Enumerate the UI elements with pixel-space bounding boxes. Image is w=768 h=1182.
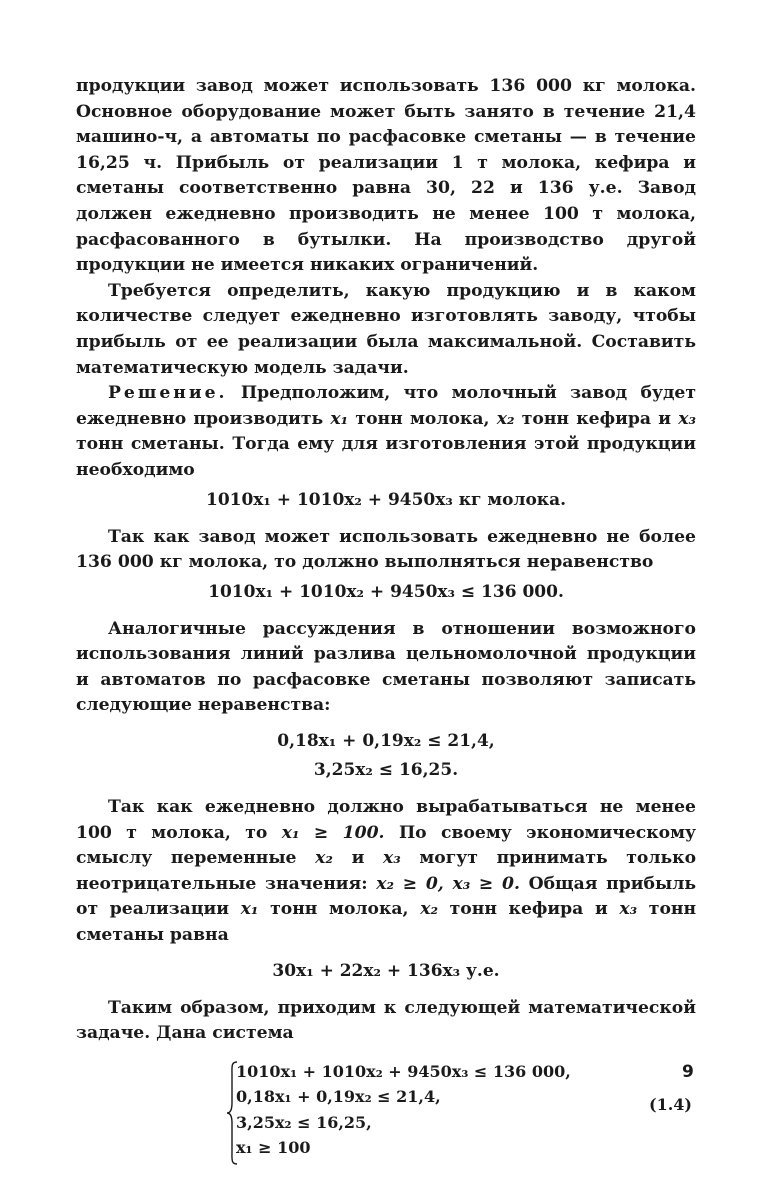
- formula-equipment: 0,18x₁ + 0,19x₂ ≤ 21,4,: [277, 731, 495, 752]
- formula-milk-inequality: 1010x₁ + 1010x₂ + 9450x₃ ≤ 136 000.: [208, 581, 564, 602]
- page-body: [76, 74, 696, 1165]
- system-line-2: 0,18x₁ + 0,19x₂ ≤ 21,4,: [236, 1087, 441, 1107]
- paragraph-1: продукции завод может использовать 136 000 кг молока. Основное оборудование может быть занято в течение 21,4 машино-ч, а автоматы по расфасовке сметаны — в течение 16,25 ч. Прибыль от реализации 1 т молока, кефира и сметаны соответственно равна 30, 22 и 136 у.е. Завод должен ежедневно производить не менее 100 т молока, расфасованного в бутылки. На производство другой продукции не имеется никаких ограничений.: [76, 76, 696, 276]
- paragraph-5: Аналогичные рассуждения в отношении возможного использования линий разлива цельномолочной продукции и автоматов по расфасовке сметаны позволяют записать следующие неравенства:: [76, 618, 696, 716]
- page-number: 9: [682, 1062, 694, 1082]
- formula-milk-total: 1010x₁ + 1010x₂ + 9450x₃ кг молока.: [205, 489, 567, 510]
- paragraph-4: Так как завод может использовать ежедневно не более 136 000 кг молока, то должно выполняться неравенство: [76, 526, 696, 573]
- formula-profit: 30x₁ + 22x₂ + 136x₃ у.е.: [272, 960, 500, 981]
- solution-label: Решение.: [108, 383, 228, 404]
- paragraph-3: Решение. Предположим, что молочный завод будет ежедневно производить x₁ тонн молока, x₂ тонн кефира и x₃ тонн сметаны. Тогда ему для изготовления этой продукции необходимо: [76, 383, 697, 480]
- paragraph-2: Требуется определить, какую продукцию и в каком количестве следует ежедневно изготовлять заводу, чтобы прибыль от ее реализации была максимальной. Составить математическую модель задачи.: [76, 280, 696, 378]
- system-line-1: 1010x₁ + 1010x₂ + 9450x₃ ≤ 136 000,: [236, 1061, 571, 1081]
- system-lines: [236, 1059, 571, 1161]
- system-line-4: x₁ ≥ 100: [236, 1138, 311, 1158]
- equation-number: (1.4): [649, 1094, 692, 1114]
- formula-packaging: 3,25x₂ ≤ 16,25.: [313, 760, 459, 781]
- equation-system: [76, 1055, 696, 1165]
- system-line-3: 3,25x₂ ≤ 16,25,: [236, 1112, 372, 1132]
- paragraph-7: Таким образом, приходим к следующей математической задаче. Дана система: [76, 997, 696, 1044]
- paragraph-6: Так как ежедневно должно вырабатываться не менее 100 т молока, то x₁ ≥ 100. По своему экономическому смыслу переменные x₂ и x₃ могут принимать только неотрицательные значения: x₂ ≥ 0, x₃ ≥ 0. Общая прибыль от реализации x₁ тонн молока, x₂ тонн кефира и x₃ тонн сметаны равна: [76, 797, 697, 946]
